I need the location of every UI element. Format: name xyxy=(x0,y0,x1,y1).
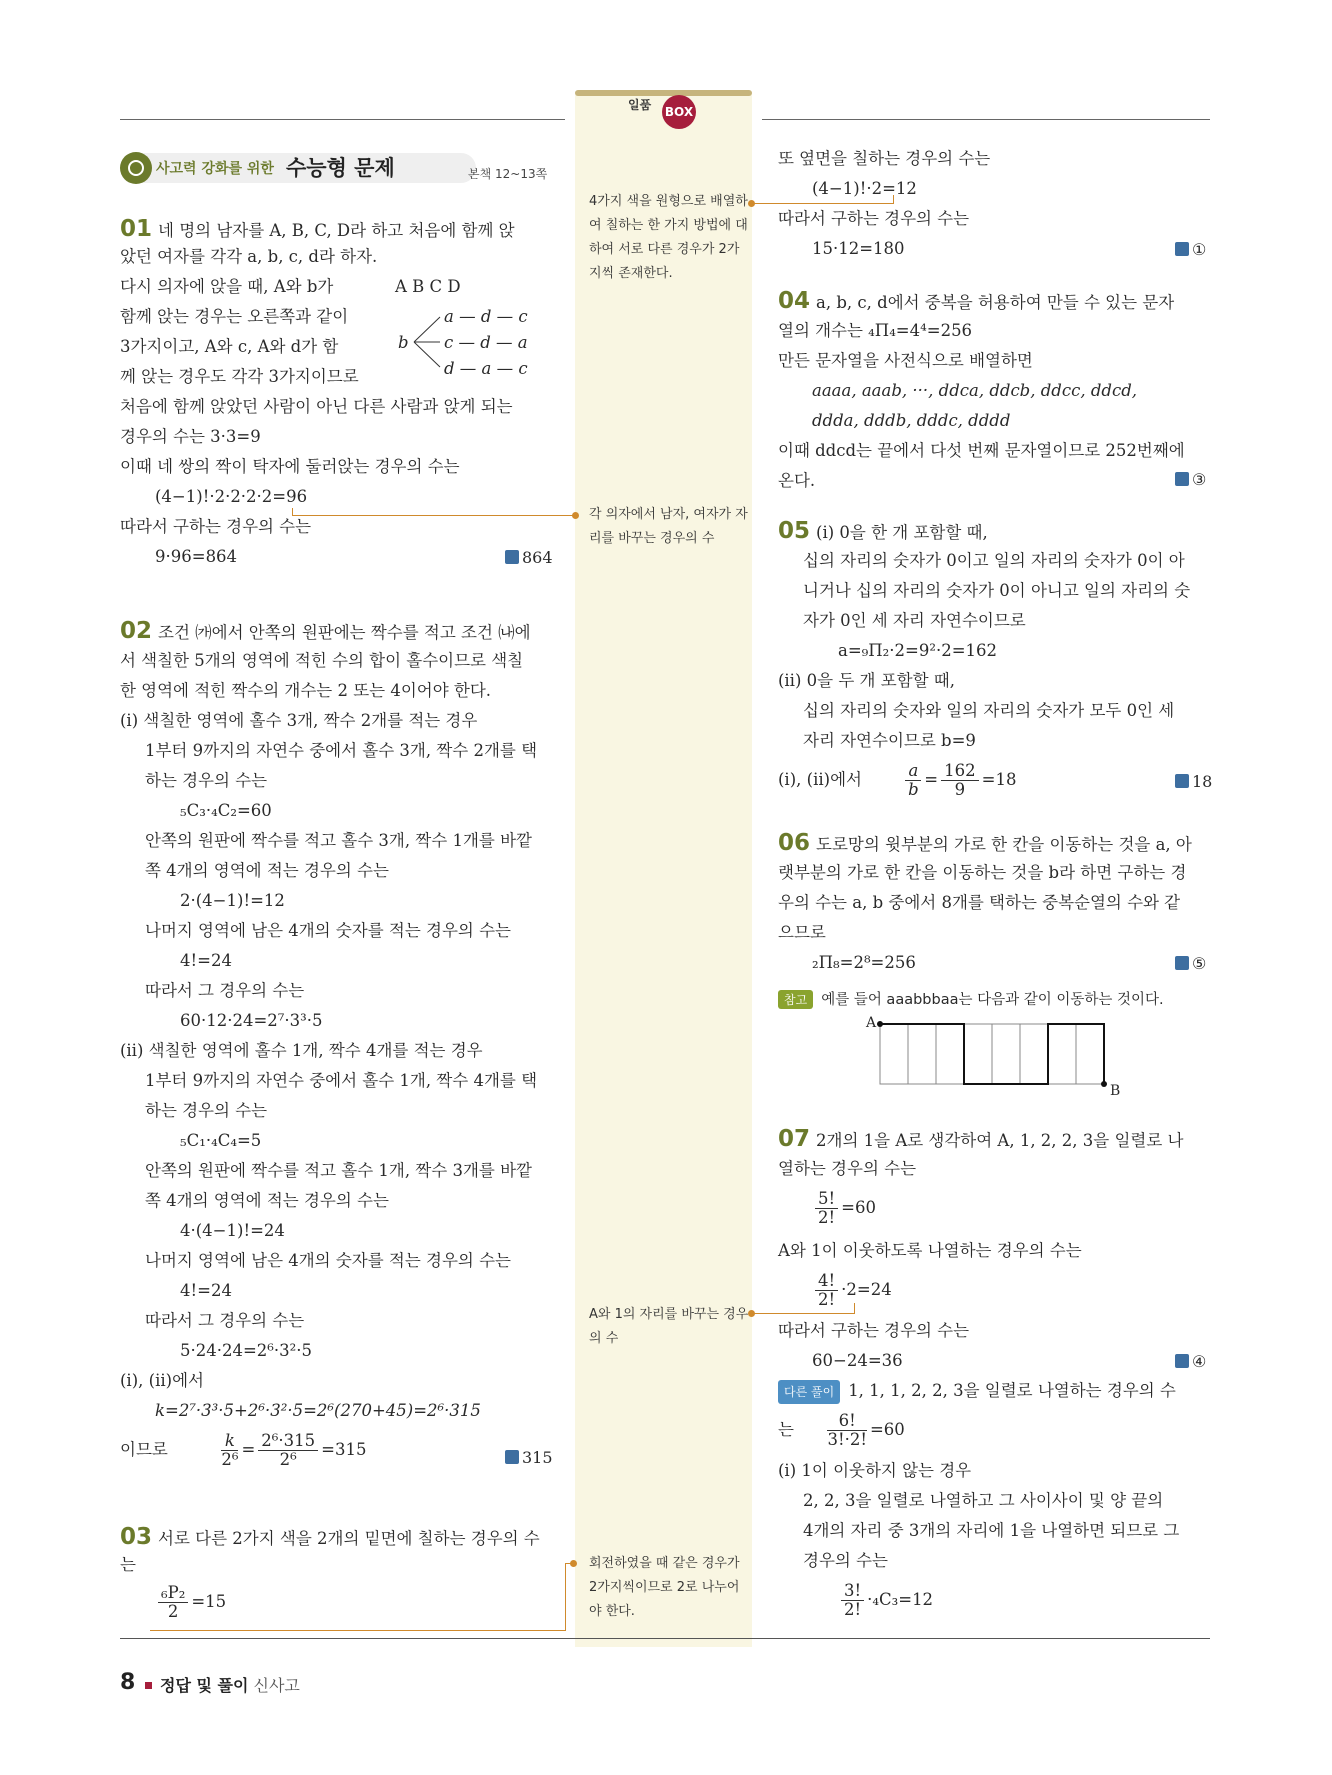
problem-05-line: 05 (ⅰ) 0을 한 개 포함할 때, xyxy=(778,518,988,544)
text-line: 따라서 구하는 경우의 수는 xyxy=(120,517,312,536)
tree-row: a — d — c xyxy=(444,307,528,326)
formula-line: 4!=24 xyxy=(180,1281,232,1300)
text-line: 자리 자연수이므로 b=9 xyxy=(803,731,976,750)
answer-05: 18 xyxy=(1175,772,1212,791)
formula-line: 2·(4−1)!=12 xyxy=(180,891,285,910)
connector-line xyxy=(150,1630,566,1631)
formula-line: 는 $\frac{6!}{3!\cdot 2!}$ =60 xyxy=(778,1411,905,1449)
text-line: 는 xyxy=(120,1555,136,1574)
formula-line: 60·12·24=2⁷·3³·5 xyxy=(180,1011,323,1030)
section-page-ref: 본책 12~13쪽 xyxy=(468,167,548,181)
sidebar-note-2: 각 의자에서 남자, 여자가 자리를 바꾸는 경우의 수 xyxy=(589,507,748,546)
box-badge: BOX xyxy=(662,95,696,129)
answer-icon xyxy=(1175,956,1189,970)
problem-06-line: 06 도로망의 윗부분의 가로 한 칸을 이동하는 것을 a, 아 xyxy=(778,830,1192,856)
formula-line: 60−24=36 xyxy=(812,1351,903,1370)
tree-row: d — a — c xyxy=(444,359,528,378)
text-line: 열의 개수는 ₄Π₄=4⁴=256 xyxy=(778,321,973,340)
problem-number: 04 xyxy=(778,288,811,314)
text-line: 십의 자리의 숫자와 일의 자리의 숫자가 모두 0인 세 xyxy=(803,701,1175,720)
fraction: $\frac{162}{9}$ xyxy=(941,762,979,799)
problem-number: 01 xyxy=(120,216,153,242)
answer-04: ③ xyxy=(1175,470,1206,489)
grid-label-b: B xyxy=(1110,1083,1121,1099)
tree-header: A B C D xyxy=(395,277,461,296)
problem-number: 07 xyxy=(778,1126,811,1152)
text-line: 십의 자리의 숫자가 0이고 일의 자리의 숫자가 0이 아 xyxy=(803,551,1185,570)
problem-04-line: 04 a, b, c, d에서 중복을 허용하여 만들 수 있는 문자 xyxy=(778,288,1175,314)
text-line: 3가지이고, A와 c, A와 d가 함 xyxy=(120,337,339,356)
formula-line: ₂Π₈=2⁸=256 xyxy=(812,953,916,972)
text-line: 처음에 함께 앉았던 사람이 아닌 다른 사람과 앉게 되는 xyxy=(120,397,513,416)
answer-icon xyxy=(1175,472,1189,486)
formula-line: (4−1)!·2=12 xyxy=(812,179,917,198)
formula-line: 15·12=180 xyxy=(812,239,905,258)
section-title: 수능형 문제 xyxy=(286,156,395,180)
text-line: 하는 경우의 수는 xyxy=(145,1101,268,1120)
answer-icon xyxy=(1175,1354,1189,1368)
answer-07: ④ xyxy=(1175,1352,1206,1371)
fraction: $\frac{\text{₆P₂}}{2}$ xyxy=(158,1584,188,1621)
text-line: 하는 경우의 수는 xyxy=(145,771,268,790)
text-line: 자가 0인 세 자리 자연수이므로 xyxy=(803,611,1026,630)
problem-03-line: 03 서로 다른 2가지 색을 2개의 밑면에 칠하는 경우의 수 xyxy=(120,1524,540,1550)
fraction: $\frac{5!}{2!}$ xyxy=(815,1190,838,1227)
text-line: 안쪽의 원판에 짝수를 적고 홀수 1개, 짝수 3개를 바깥 xyxy=(145,1161,532,1180)
grid-label-a: A xyxy=(866,1015,877,1031)
text-line: 따라서 그 경우의 수는 xyxy=(145,981,305,1000)
formula-line: k=2⁷·3³·5+2⁶·3²·5=2⁶(270+45)=2⁶·315 xyxy=(155,1401,481,1420)
formula-line: a=₉Π₂·2=9²·2=162 xyxy=(838,641,998,660)
text-line: 다시 의자에 앉을 때, A와 b가 xyxy=(120,277,334,296)
formula-line: ₅C₃·₄C₂=60 xyxy=(180,801,272,820)
fraction: $\frac{a}{b}$ xyxy=(905,762,921,799)
text-line: 온다. xyxy=(778,471,816,490)
text-line: 안쪽의 원판에 짝수를 적고 홀수 3개, 짝수 1개를 바깥 xyxy=(145,831,532,850)
text-line: 우의 수는 a, b 중에서 8개를 택하는 중복순열의 수와 같 xyxy=(778,893,1181,912)
alt-solution-line: 다른 풀이 1, 1, 1, 2, 2, 3을 일렬로 나열하는 경우의 수 xyxy=(778,1380,1176,1404)
footer-bullet xyxy=(145,1682,152,1689)
text-line: (ⅱ) 색칠한 영역에 홀수 1개, 짝수 4개를 적는 경우 xyxy=(120,1041,483,1060)
formula-line: 9·96=864 xyxy=(155,547,238,566)
text-line: 쪽 4개의 영역에 적는 경우의 수는 xyxy=(145,1191,389,1210)
sidebar-note-4: 회전하였을 때 같은 경우가 2가지씩이므로 2로 나누어야 한다. xyxy=(589,1556,740,1619)
sidebar-note-3: A와 1의 자리를 바꾸는 경우의 수 xyxy=(589,1307,749,1346)
top-rule-left xyxy=(120,119,565,120)
formula-line: 4·(4−1)!=24 xyxy=(180,1221,285,1240)
formula-line: $\frac{3!}{2!}$ ·₄C₃=12 xyxy=(838,1582,933,1619)
answer-02: 315 xyxy=(505,1448,553,1467)
formula-line: $\frac{5!}{2!}$ =60 xyxy=(812,1190,876,1227)
section-subtitle: 사고력 강화를 위한 xyxy=(156,161,274,177)
problem-number: 05 xyxy=(778,518,811,544)
tree-branches xyxy=(412,312,442,372)
text-line: 1부터 9까지의 자연수 중에서 홀수 3개, 짝수 2개를 택 xyxy=(145,741,538,760)
text-line: 니거나 십의 자리의 숫자가 0이 아니고 일의 자리의 숫 xyxy=(803,581,1191,600)
text-line: 이때 ddcd는 끝에서 다섯 번째 문자열이므로 252번째에 xyxy=(778,441,1185,460)
text-line: 따라서 구하는 경우의 수는 xyxy=(778,209,970,228)
reference-tag: 참고 xyxy=(778,990,813,1009)
text-line: 열하는 경우의 수는 xyxy=(778,1159,917,1178)
connector-line xyxy=(752,203,894,204)
connector-line xyxy=(752,1313,854,1314)
formula-line: 이므로 $\frac{k}{\text{2⁶}}$ = $\frac{\text{2⁶·315}}{\text{2⁶}}$ =315 xyxy=(120,1431,367,1469)
text-line: 4개의 자리 중 3개의 자리에 1을 나열하면 되므로 그 xyxy=(803,1521,1180,1540)
formula-line: 5·24·24=2⁶·3²·5 xyxy=(180,1341,313,1360)
text-line: (ⅰ), (ⅱ)에서 xyxy=(120,1371,204,1390)
text-line: 께 앉는 경우도 각각 3가지이므로 xyxy=(120,367,359,386)
text-line: 경우의 수는 3·3=9 xyxy=(120,427,261,446)
text-line: 함께 앉는 경우는 오른쪽과 같이 xyxy=(120,307,349,326)
text-line: 또 옆면을 칠하는 경우의 수는 xyxy=(778,149,991,168)
text-line: 랫부분의 가로 한 칸을 이동하는 것을 b라 하면 구하는 경 xyxy=(778,863,1187,882)
text-line: 1부터 9까지의 자연수 중에서 홀수 1개, 짝수 4개를 택 xyxy=(145,1071,538,1090)
formula-line: (4−1)!·2·2·2·2=96 xyxy=(155,487,308,506)
road-grid-figure xyxy=(874,1018,1114,1088)
text-line: 쪽 4개의 영역에 적는 경우의 수는 xyxy=(145,861,389,880)
problem-02-line: 02 조건 ㈎에서 안쪽의 원판에는 짝수를 적고 조건 ㈏에 xyxy=(120,618,531,644)
answer-icon xyxy=(505,1450,519,1464)
text-line: 으므로 xyxy=(778,923,826,942)
sidebar-cap xyxy=(575,90,752,96)
answer-icon xyxy=(505,550,519,564)
text-line: (ⅰ) 1이 이웃하지 않는 경우 xyxy=(778,1461,972,1480)
fraction: $\frac{\text{2⁶·315}}{\text{2⁶}}$ xyxy=(258,1432,318,1469)
footer-title: 정답 및 풀이 신사고 xyxy=(160,1676,300,1695)
text-line: (ⅱ) 0을 두 개 포함할 때, xyxy=(778,671,955,690)
text-line: 서 색칠한 5개의 영역에 적힌 수의 합이 홀수이므로 색칠 xyxy=(120,651,524,670)
sidebar-note-1: 4가지 색을 원형으로 배열하여 칠하는 한 가지 방법에 대하여 서로 다른 경우가 2가지씩 존재한다. xyxy=(589,194,748,281)
top-rule-right xyxy=(762,119,1210,120)
connector-line xyxy=(565,1563,573,1564)
text-line: 나머지 영역에 남은 4개의 숫자를 적는 경우의 수는 xyxy=(145,921,511,940)
formula-line: ₅C₁·₄C₄=5 xyxy=(180,1131,262,1150)
formula-line: $\frac{\text{₆P₂}}{2}$ =15 xyxy=(155,1584,226,1621)
text-line: 따라서 구하는 경우의 수는 xyxy=(778,1321,970,1340)
text-line: (ⅰ) 색칠한 영역에 홀수 3개, 짝수 2개를 적는 경우 xyxy=(120,711,478,730)
text-line: 한 영역에 적힌 짝수의 개수는 2 또는 4이어야 한다. xyxy=(120,681,492,700)
answer-06: ⑤ xyxy=(1175,954,1206,973)
text-line: 나머지 영역에 남은 4개의 숫자를 적는 경우의 수는 xyxy=(145,1251,511,1270)
connector-line xyxy=(292,515,574,516)
formula-line: (ⅰ), (ⅱ)에서 $\frac{a}{b}$ = $\frac{162}{9}$ =18 xyxy=(778,761,1017,799)
sidebar-column xyxy=(575,92,752,1647)
text-line: 경우의 수는 xyxy=(803,1551,888,1570)
problem-number: 03 xyxy=(120,1524,153,1550)
text-line: 따라서 그 경우의 수는 xyxy=(145,1311,305,1330)
text-line: 2, 2, 3을 일렬로 나열하고 그 사이사이 및 양 끝의 xyxy=(803,1491,1164,1510)
alt-solution-tag: 다른 풀이 xyxy=(778,1380,840,1404)
box-label: 일품 xyxy=(628,98,652,112)
bottom-rule xyxy=(120,1638,1210,1639)
page-number: 8 xyxy=(120,1670,136,1695)
fraction: $\frac{k}{\text{2⁶}}$ xyxy=(221,1431,239,1469)
fraction: $\frac{3!}{2!}$ xyxy=(841,1582,864,1619)
connector-line xyxy=(565,1563,566,1631)
problem-01-line: 01 네 명의 남자를 A, B, C, D라 하고 처음에 함께 앉 xyxy=(120,216,515,242)
formula-line: aaaa, aaab, ···, ddca, ddcb, ddcc, ddcd, xyxy=(812,381,1138,400)
answer-01: 864 xyxy=(505,548,553,567)
problem-07-line: 07 2개의 1을 A로 생각하여 A, 1, 2, 2, 3을 일렬로 나 xyxy=(778,1126,1184,1152)
tree-row: c — d — a xyxy=(444,333,528,352)
formula-line: ddda, dddb, dddc, dddd xyxy=(812,411,1011,430)
connector-line xyxy=(292,508,293,516)
target-icon xyxy=(120,152,152,184)
reference-note: 참고 예를 들어 aaabbbaa는 다음과 같이 이동하는 것이다. xyxy=(778,988,1164,1009)
fraction: $\frac{4!}{2!}$ xyxy=(815,1272,838,1309)
answer-icon xyxy=(1175,774,1189,788)
text-line: A와 1이 이웃하도록 나열하는 경우의 수는 xyxy=(778,1241,1082,1260)
text-line: 이때 네 쌍의 짝이 탁자에 둘러앉는 경우의 수는 xyxy=(120,457,460,476)
answer-icon xyxy=(1175,242,1189,256)
problem-number: 06 xyxy=(778,830,811,856)
tree-root: b xyxy=(398,333,409,352)
text-line: 았던 여자를 각각 a, b, c, d라 하자. xyxy=(120,247,378,266)
fraction: $\frac{6!}{3!\cdot 2!}$ xyxy=(827,1411,867,1449)
problem-number: 02 xyxy=(120,618,153,644)
text-line: 만든 문자열을 사전식으로 배열하면 xyxy=(778,351,1033,370)
formula-line: $\frac{4!}{2!}$ ·2=24 xyxy=(812,1272,892,1309)
answer-03: ① xyxy=(1175,240,1206,259)
formula-line: 4!=24 xyxy=(180,951,232,970)
